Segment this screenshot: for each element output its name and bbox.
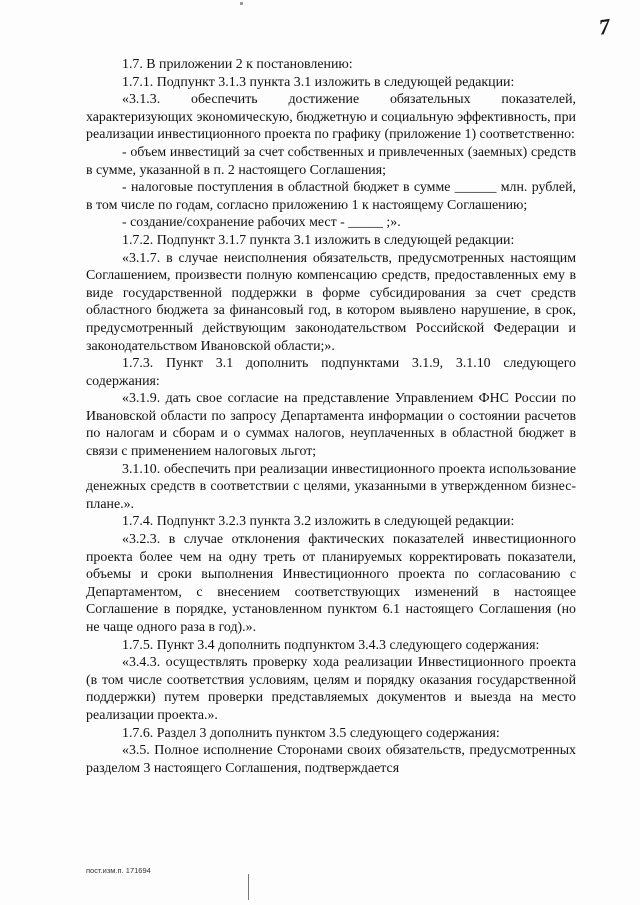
paragraph-p8: «3.1.7. в случае неисполнения обязательств, предусмотренных настоящим Соглашением, произвести полную компенсацию средств, предоставленных ему в виде государственной поддержки в форме субсидирования за счет средств областного бюджета за финансовый год, в котором выявлено нарушение, в срок, предусмотренный действующим законодательством Российской Федерации и законодательством Ивановской области;». [86, 250, 576, 354]
paragraph-p12: 1.7.4. Подпункт 3.2.3 пункта 3.2 изложить в следующей редакции: [122, 514, 515, 530]
scan-artifact-line [248, 874, 249, 900]
paragraph-p9: 1.7.3. Пункт 3.1 дополнить подпунктами 3.1.9, 3.1.10 следующего содержания: [86, 356, 576, 389]
footer-document-code: пост.изм.п. 171694 [86, 866, 151, 875]
paragraph-p15: «3.4.3. осуществлять проверку хода реализации Инвестиционного проекта (в том числе соответствия условиям, целям и порядку оказания государственной поддержки) путем проверки представляемых документов и выезда на место реализации проекта.». [86, 655, 576, 723]
paragraph-p14: 1.7.5. Пункт 3.4 дополнить подпунктом 3.4.3 следующего содержания: [122, 637, 540, 653]
paragraph-p16: 1.7.6. Раздел 3 дополнить пунктом 3.5 следующего содержания: [122, 725, 500, 741]
paragraph-p13: «3.2.3. в случае отклонения фактических показателей инвестиционного проекта более чем на одну треть от планируемых корректировать показатели, объемы и сроки выполнения Инвестиционного проекта по согласованию с Департаментом, с внесением соответствующих изменений в настоящее Соглашение в порядке, установленном пунктом 6.1 настоящего Соглашения (но не чаще одного раза в год).». [86, 532, 576, 635]
paragraph-p7: 1.7.2. Подпункт 3.1.7 пункта 3.1 изложить в следующей редакции: [122, 232, 515, 248]
paragraph-p1: 1.7. В приложении 2 к постановлению: [122, 57, 353, 72]
paragraph-p10: «3.1.9. дать свое согласие на представление Управлением ФНС России по Ивановской области по запросу Департамента информации о состоянии расчетов по налогам и сборам и о суммах налогов, неуплаченных в областной бюджет в связи с применением налоговых льгот; [86, 391, 576, 460]
paragraph-p3: «3.1.3. обеспечить достижение обязательных показателей, характеризующих экономическую, бюджетную и социальную эффективность, при реализации инвестиционного проекта по графику (приложение 1) соответственно: [86, 92, 576, 143]
paragraph-p6: - создание/сохранение рабочих мест - _____ ;». [122, 215, 401, 231]
paragraph-p5: - налоговые поступления в областной бюджет в сумме ______ млн. рублей, в том числе по годам, согласно приложению 1 к настоящему Соглашению; [86, 180, 576, 213]
scan-artifact [240, 2, 243, 5]
document-body [86, 56, 576, 777]
paragraph-p17: «3.5. Полное исполнение Сторонами своих обязательств, предусмотренных разделом 3 настоящего Соглашения, подтверждается [86, 743, 576, 776]
handwritten-page-number: 7 [597, 13, 612, 40]
paragraph-p2: 1.7.1. Подпункт 3.1.3 пункта 3.1 изложить в следующей редакции: [122, 74, 515, 90]
paragraph-p4: - объем инвестиций за счет собственных и привлеченных (заемных) средств в сумме, указанной в п. 2 настоящего Соглашения; [86, 144, 576, 178]
paragraph-p11: 3.1.10. обеспечить при реализации инвестиционного проекта использование денежных средств в соответствии с целями, указанными в утвержденном бизнес-плане.». [86, 461, 576, 512]
